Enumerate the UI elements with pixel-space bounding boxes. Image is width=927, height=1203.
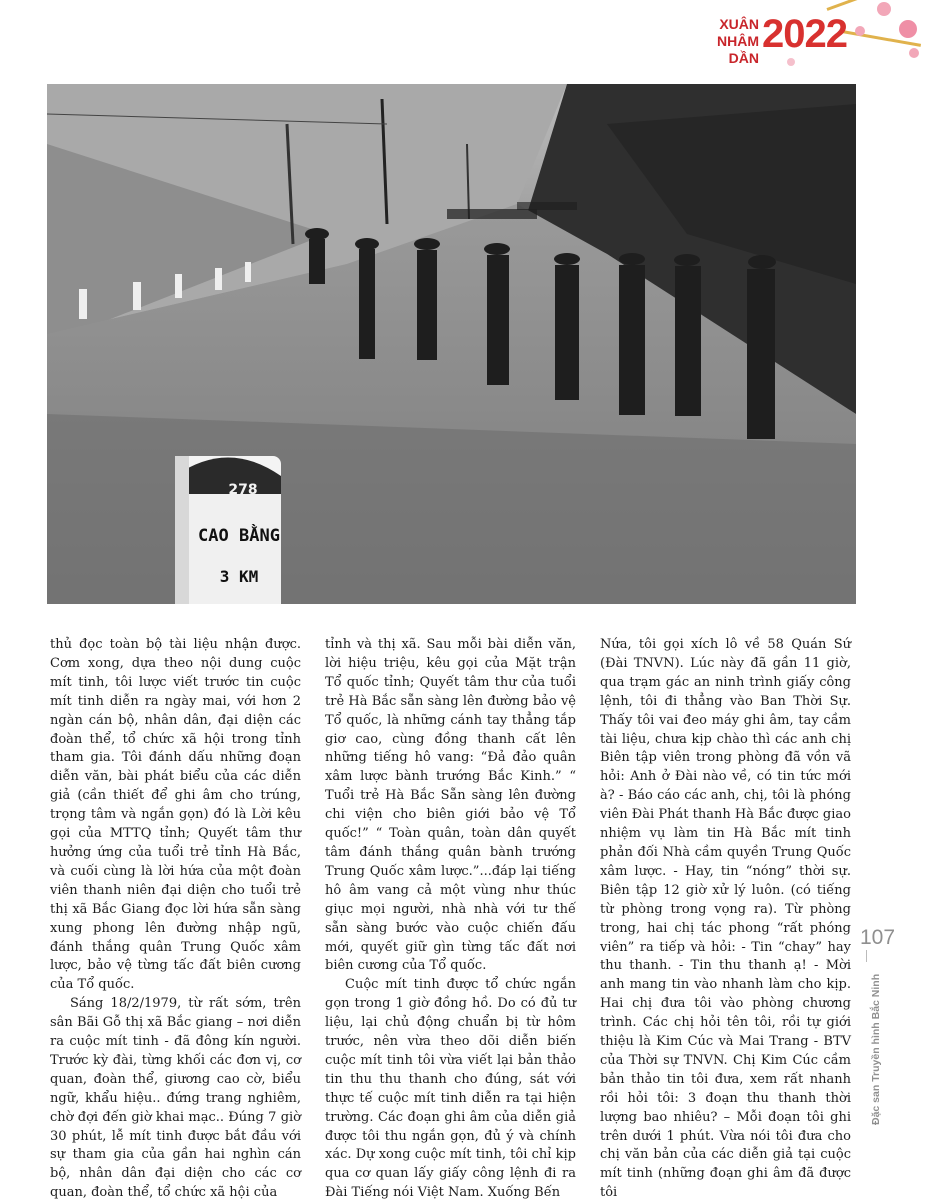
paragraph: tỉnh và thị xã. Sau mỗi bài diễn văn, lời hiệu triệu, kêu gọi của Mặt trận Tổ quốc tỉnh; Quyết tâm thư của tuổi trẻ Hà Bắc sẵn sàng lên đường bảo vệ Tổ quốc, là những cánh tay thẳng tắp giơ cao, cùng đồng thanh cất lên những tiếng hô vang: “Đả đảo quân xâm lược bành trướng Bắc Kinh.” “ Tuổi trẻ Hà Bắc Sẵn sàng lên đường chi viện cho biên giới bảo vệ Tổ quốc!” “ Toàn quân, toàn dân quyết tâm đánh thắng quân bành trướng Trung Quốc xâm lược.”...đáp lại tiếng hô âm vang cả một vùng như thúc giục mọi người, nhà nhà với tư thế sẵn sàng bước vào cuộc chiến đấu mới, quyết giữ gìn từng tấc đất nơi biên cương của Tổ quốc. [325, 637, 576, 974]
blossom-icon [909, 48, 919, 58]
text-column-1 [50, 636, 301, 1203]
issue-year: 2022 [762, 12, 847, 56]
paragraph: Sáng 18/2/1979, từ rất sớm, trên sân Bãi Gỗ thị xã Bắc giang – nơi diễn ra cuộc mít tinh - đã đông kín người. Trước kỳ đài, từng khối các đơn vị, cơ quan, đoàn thể, giương cao cờ, biểu ngữ, khẩu hiệu.. đứng trang nghiêm, chờ đợi đến giờ khai mạc.. Đúng 7 giờ 30 phút, lễ mít tinh được bắt đầu với sự tham gia của gần hai nghìn cán bộ, nhân dân đại diện cho các cơ quan, đoàn thể, tổ chức xã hội của [50, 996, 301, 1201]
paragraph: Nứa, tôi gọi xích lô về 58 Quán Sứ (Đài TNVN). Lúc này đã gần 11 giờ, qua trạm gác an ninh trình giấy công lệnh, tôi đi thẳng vào Ban Thời Sự. Thấy tôi vai đeo máy ghi âm, tay cầm tài liệu, chưa kịp chào thì các anh chị Biên tập viên trong phòng đã vồn vã hỏi: Anh ở Đài nào về, có tin tức mới à? - Báo cáo các anh, chị, tôi là phóng viên Đài Phát thanh Hà Bắc được giao nhiệm vụ làm tin Hà Bắc mít tinh phản đối Nhà cầm quyền Trung Quốc xâm lược. - Hay, tin “nóng” thời sự. Biên tập 12 giờ xử lý luôn. (có tiếng từ phòng trong vọng ra). Từ phòng trong, hai chị tác phong “rất phóng viên” ra tiếp và hỏi: - Tin “chay” hay thu thanh. - Tin thu thanh ạ! - Mời anh mang tin vào nhanh làm cho kịp. Hai chị đưa tôi vào phòng chương trình. Các chị hỏi tên tôi, rồi tự giới thiệu là Kim Cúc và Mai Trang - BTV của Thời sự TNVN. Chị Kim Cúc cầm bản thảo tin tôi đưa, xem rất nhanh rồi hỏi tôi: 3 đoạn thu thanh thời lượng bao nhiêu? – Mỗi đoạn tôi ghi trên dưới 1 phút. Vừa nói tôi đưa cho chị văn bản của các diễn giả tại cuộc mít tinh (những đoạn ghi âm đã được tôi [600, 637, 851, 1201]
blossom-icon [877, 2, 891, 16]
page-number-divider [866, 950, 867, 962]
milestone-number: 278 [228, 482, 258, 498]
photo-illustration [47, 84, 856, 604]
issue-label-line2: NHÂM DẦN [717, 33, 759, 66]
blossom-icon [899, 20, 917, 38]
blossom-icon [787, 58, 795, 66]
text-column-3 [600, 636, 851, 1203]
milestone-place: CAO BẰNG [198, 526, 280, 546]
issue-label-line1: XUÂN [719, 16, 759, 32]
historical-photo [47, 84, 856, 604]
text-column-2 [325, 636, 576, 1203]
header-decoration [627, 0, 927, 80]
issue-label [685, 16, 759, 67]
blossom-icon [855, 26, 865, 36]
milestone-distance: 3 KM [219, 567, 259, 586]
paragraph: thủ đọc toàn bộ tài liệu nhận được. Cơm xong, dựa theo nội dung cuộc mít tinh, tôi lược viết trước tin cuộc mít tinh diễn ra ngày mai, với hơn 2 ngàn cán bộ, nhân dân, đại diện các đoàn thể, tổ chức xã hội trong tỉnh tham gia. Tôi đánh dấu những đoạn diễn văn, bài phát biểu của các diễn giả (cần thiết để ghi âm cho trúng, trọng tâm và ngắn gọn) đó là Lời kêu gọi của MTTQ tỉnh; Quyết tâm thư hưởng ứng của tuổi trẻ tỉnh Hà Bắc, và cuối cùng là lời hứa của một đoàn viên thanh niên đại diện cho tuổi trẻ thị xã Bắc Giang đọc lời hứa sẵn sàng xung phong lên đường nhập ngũ, đánh thắng quân Trung Quốc xâm lược, bảo vệ từng tấc đất biên cương của Tổ quốc. [50, 637, 301, 993]
publication-name: Đặc san Truyền hình Bắc Ninh [870, 973, 882, 1125]
page-number: 107 [860, 926, 896, 949]
paragraph: Cuộc mít tinh được tổ chức ngắn gọn trong 1 giờ đồng hồ. Do có đủ tư liệu, lại chủ động chuẩn bị từ hôm trước, nên vừa theo dõi diễn biến cuộc mít tinh tôi vừa viết lại bản thảo tin thu thu thanh cho đúng, sát với thực tế cuộc mít tinh diễn ra tại hiện trường. Các đoạn ghi âm của diễn giả được tôi thu ngắn gọn, đủ ý và chính xác. Dự xong cuộc mít tinh, tôi chỉ kịp qua cơ quan lấy giấy công lệnh đi ra Đài Tiếng nói Việt Nam. Xuống Bến [325, 977, 576, 1201]
